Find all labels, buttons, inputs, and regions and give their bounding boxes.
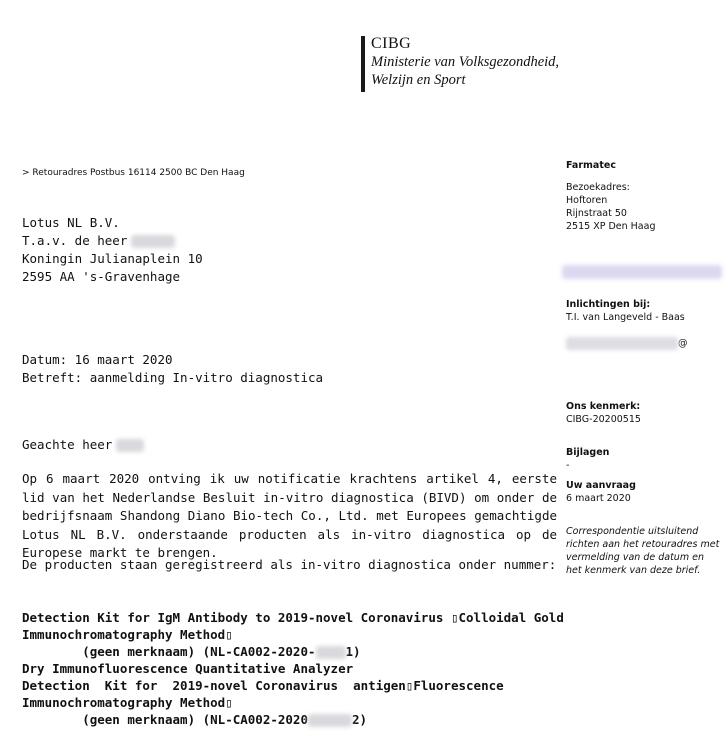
logo-bar [361,36,365,92]
sidebar-attachments [566,446,609,472]
recipient-address [22,214,203,286]
request-label: Uw aanvraag [566,480,636,491]
letter-meta [22,351,323,387]
reference-value: CIBG-20200515 [566,414,641,425]
email-at: @ [678,338,688,349]
attachments-label: Bijlagen [566,447,610,458]
visit-line-2: Rijnstraat 50 [566,208,627,219]
recipient-line-3: Koningin Julianaplein 10 [22,251,203,266]
product-1-line-2: Immunochromatography Method▯ [22,627,233,642]
recipient-line-4: 2595 AA 's-Gravenhage [22,269,181,284]
recipient-line-2-text: T.a.v. de heer [22,233,128,248]
sidebar-request [566,479,636,505]
product-list [22,609,564,728]
product-1-number-end: 1) [345,644,361,659]
visit-line-3: 2515 XP Den Haag [566,221,656,232]
org-name: CIBG [371,35,412,52]
info-name: T.I. van Langeveld - Baas [566,312,685,323]
letter-subject: Betreft: aanmelding In-vitro diagnostica [22,370,324,385]
product-3-number: (geen merknaam) (NL-CA002-2020 [22,712,308,727]
redacted-email [566,337,678,350]
redacted-name [131,235,175,248]
body-paragraph-2: De producten staan geregistreerd als in-vitro diagnostica onder nummer: [22,557,557,572]
product-3-line-2: Immunochromatography Method▯ [22,695,233,710]
product-3-line-3 [22,711,564,728]
ministry-line-1: Ministerie van Volksgezondheid, [371,54,560,70]
attachments-value: - [566,460,570,471]
product-3-number-end: 2) [351,712,368,727]
ministry-name [371,53,559,89]
ministry-line-2: Welzijn en Sport [371,72,466,88]
sidebar-visit-address [566,181,655,233]
info-label: Inlichtingen bij: [566,299,651,310]
redacted-salutation-name [116,439,144,452]
visit-label: Bezoekadres: [566,182,630,193]
product-1-number: (geen merknaam) (NL-CA002-2020- [22,644,316,659]
recipient-line-1: Lotus NL B.V. [22,215,120,230]
product-3-line-1: Detection Kit for 2019-novel Coronavirus antigen▯Fluorescence [22,678,504,693]
sidebar-department [566,160,616,171]
product-1-line-3 [22,643,564,660]
salutation-text: Geachte heer [22,437,113,452]
return-address: > Retouradres Postbus 16114 2500 BC Den Haag [22,168,245,178]
reference-label: Ons kenmerk: [566,401,641,412]
letter-date: Datum: 16 maart 2020 [22,352,173,367]
department-name: Farmatec [566,160,616,171]
redacted-number-1 [316,646,346,659]
body-paragraph-1: Op 6 maart 2020 ontving ik uw notificatie krachtens artikel 4, eerste lid van het Nederlandse Besluit in-vitro diagnostica (BIVD) om onder de bedrijfsnaam Shandong Diano Bio-tech Co., Ltd. met Europees gemachtigde Lotus NL B.V. onderstaande producten als in-vitro diagnostica op de Europese markt te brengen. [22,471,557,560]
salutation [22,437,144,452]
product-1-line-1: Detection Kit for IgM Antibody to 2019-novel Coronavirus ▯Colloidal Gold [22,610,564,625]
sidebar-email [566,337,688,350]
visit-line-1: Hoftoren [566,195,608,206]
sidebar-note: Correspondentie uitsluitend richten aan het retouradres met vermelding van de datum en het kenmerk van deze brief. [566,526,720,576]
recipient-line-2 [22,232,203,250]
request-value: 6 maart 2020 [566,493,631,504]
product-2-line-1: Dry Immunofluorescence Quantitative Analyzer [22,661,354,676]
redacted-contact-bar [562,265,722,279]
sidebar-information [566,298,685,324]
redacted-number-3 [308,714,352,727]
sidebar-reference [566,400,641,426]
